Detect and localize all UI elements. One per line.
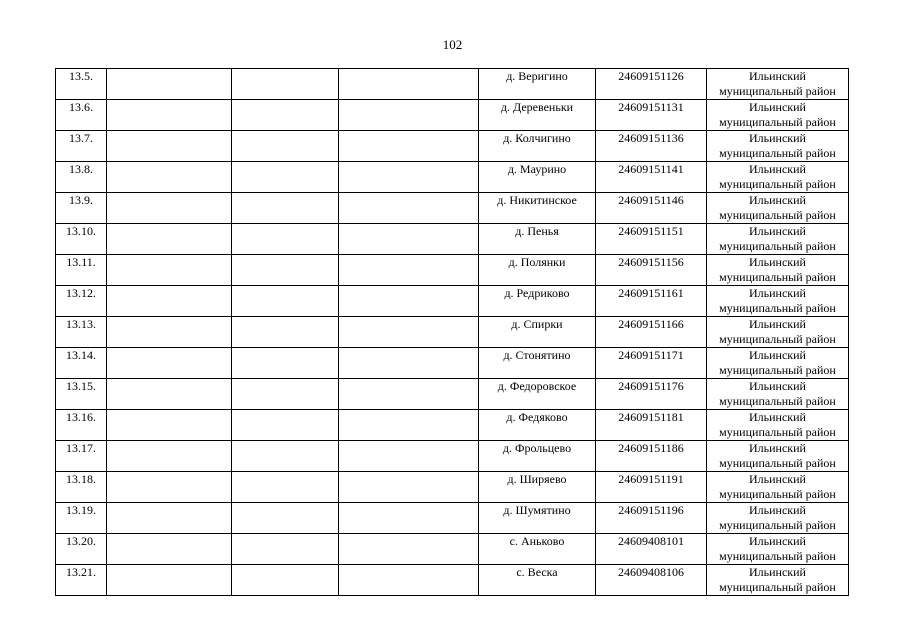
empty-cell: [339, 69, 479, 100]
table-row: [56, 379, 849, 410]
oktmo-code-cell: 24609151176: [596, 379, 707, 410]
district-line: Ильинский: [749, 286, 806, 300]
district-cell: [707, 100, 849, 131]
empty-cell: [107, 410, 232, 441]
district-line: Ильинский: [749, 534, 806, 548]
row-number-cell: 13.19.: [56, 503, 107, 534]
empty-cell: [339, 348, 479, 379]
district-line: Ильинский: [749, 255, 806, 269]
empty-cell: [339, 286, 479, 317]
district-cell: [707, 224, 849, 255]
district-cell: [707, 472, 849, 503]
oktmo-code-cell: 24609151161: [596, 286, 707, 317]
empty-cell: [232, 193, 339, 224]
settlement-name-cell: д. Ширяево: [479, 472, 596, 503]
district-line: муниципальный район: [719, 518, 836, 532]
empty-cell: [232, 472, 339, 503]
district-line: Ильинский: [749, 69, 806, 83]
table-row: [56, 131, 849, 162]
settlement-name-cell: д. Веригино: [479, 69, 596, 100]
empty-cell: [339, 534, 479, 565]
table-row: [56, 410, 849, 441]
empty-cell: [339, 472, 479, 503]
row-number-cell: 13.9.: [56, 193, 107, 224]
district-line: муниципальный район: [719, 239, 836, 253]
district-cell: [707, 565, 849, 596]
table-row: [56, 193, 849, 224]
empty-cell: [232, 131, 339, 162]
empty-cell: [107, 162, 232, 193]
district-line: Ильинский: [749, 348, 806, 362]
district-line: Ильинский: [749, 503, 806, 517]
district-cell: [707, 441, 849, 472]
empty-cell: [107, 100, 232, 131]
oktmo-code-cell: 24609151171: [596, 348, 707, 379]
district-cell: [707, 534, 849, 565]
table-row: [56, 348, 849, 379]
empty-cell: [107, 69, 232, 100]
oktmo-code-cell: 24609151181: [596, 410, 707, 441]
row-number-cell: 13.20.: [56, 534, 107, 565]
empty-cell: [107, 534, 232, 565]
row-number-cell: 13.13.: [56, 317, 107, 348]
empty-cell: [339, 441, 479, 472]
row-number-cell: 13.21.: [56, 565, 107, 596]
empty-cell: [107, 255, 232, 286]
district-line: Ильинский: [749, 441, 806, 455]
district-line: муниципальный район: [719, 270, 836, 284]
row-number-cell: 13.5.: [56, 69, 107, 100]
oktmo-code-cell: 24609151166: [596, 317, 707, 348]
empty-cell: [339, 162, 479, 193]
settlement-name-cell: д. Редриково: [479, 286, 596, 317]
row-number-cell: 13.15.: [56, 379, 107, 410]
empty-cell: [339, 317, 479, 348]
row-number-cell: 13.10.: [56, 224, 107, 255]
empty-cell: [232, 162, 339, 193]
empty-cell: [339, 100, 479, 131]
settlement-name-cell: с. Веска: [479, 565, 596, 596]
district-cell: [707, 348, 849, 379]
empty-cell: [232, 441, 339, 472]
empty-cell: [339, 224, 479, 255]
settlement-name-cell: д. Фрольцево: [479, 441, 596, 472]
empty-cell: [107, 565, 232, 596]
settlement-name-cell: д. Маурино: [479, 162, 596, 193]
district-line: Ильинский: [749, 565, 806, 579]
row-number-cell: 13.17.: [56, 441, 107, 472]
table-row: [56, 317, 849, 348]
district-cell: [707, 379, 849, 410]
oktmo-code-cell: 24609151186: [596, 441, 707, 472]
settlement-name-cell: д. Пенья: [479, 224, 596, 255]
oktmo-code-cell: 24609408106: [596, 565, 707, 596]
district-line: муниципальный район: [719, 394, 836, 408]
district-cell: [707, 317, 849, 348]
settlement-name-cell: д. Стонятино: [479, 348, 596, 379]
empty-cell: [232, 410, 339, 441]
empty-cell: [232, 224, 339, 255]
empty-cell: [107, 503, 232, 534]
row-number-cell: 13.18.: [56, 472, 107, 503]
district-line: муниципальный район: [719, 487, 836, 501]
district-line: муниципальный район: [719, 580, 836, 594]
empty-cell: [107, 441, 232, 472]
settlements-table: [55, 68, 849, 596]
district-line: Ильинский: [749, 410, 806, 424]
empty-cell: [232, 69, 339, 100]
empty-cell: [232, 286, 339, 317]
empty-cell: [339, 503, 479, 534]
district-line: муниципальный район: [719, 332, 836, 346]
empty-cell: [107, 348, 232, 379]
district-line: муниципальный район: [719, 146, 836, 160]
empty-cell: [232, 565, 339, 596]
table-row: [56, 565, 849, 596]
empty-cell: [339, 255, 479, 286]
oktmo-code-cell: 24609151131: [596, 100, 707, 131]
district-line: муниципальный район: [719, 425, 836, 439]
empty-cell: [107, 472, 232, 503]
empty-cell: [107, 131, 232, 162]
empty-cell: [339, 131, 479, 162]
settlement-name-cell: д. Спирки: [479, 317, 596, 348]
empty-cell: [107, 317, 232, 348]
empty-cell: [232, 503, 339, 534]
row-number-cell: 13.8.: [56, 162, 107, 193]
district-line: Ильинский: [749, 472, 806, 486]
empty-cell: [339, 565, 479, 596]
oktmo-code-cell: 24609151191: [596, 472, 707, 503]
district-line: Ильинский: [749, 379, 806, 393]
district-cell: [707, 503, 849, 534]
empty-cell: [232, 348, 339, 379]
settlement-name-cell: д. Шумятино: [479, 503, 596, 534]
district-line: муниципальный район: [719, 177, 836, 191]
table-row: [56, 255, 849, 286]
oktmo-code-cell: 24609151136: [596, 131, 707, 162]
oktmo-code-cell: 24609151146: [596, 193, 707, 224]
settlement-name-cell: д. Никитинское: [479, 193, 596, 224]
oktmo-code-cell: 24609151141: [596, 162, 707, 193]
empty-cell: [232, 255, 339, 286]
district-line: муниципальный район: [719, 456, 836, 470]
row-number-cell: 13.6.: [56, 100, 107, 131]
oktmo-code-cell: 24609151156: [596, 255, 707, 286]
district-line: Ильинский: [749, 131, 806, 145]
empty-cell: [107, 224, 232, 255]
page-number: 102: [442, 37, 463, 52]
empty-cell: [107, 286, 232, 317]
table-row: [56, 286, 849, 317]
empty-cell: [232, 100, 339, 131]
settlement-name-cell: д. Колчигино: [479, 131, 596, 162]
district-cell: [707, 255, 849, 286]
table-row: [56, 224, 849, 255]
district-cell: [707, 162, 849, 193]
settlement-name-cell: д. Деревеньки: [479, 100, 596, 131]
empty-cell: [339, 379, 479, 410]
table-body: [56, 69, 849, 596]
empty-cell: [339, 410, 479, 441]
row-number-cell: 13.16.: [56, 410, 107, 441]
district-cell: [707, 193, 849, 224]
oktmo-code-cell: 24609151151: [596, 224, 707, 255]
empty-cell: [107, 193, 232, 224]
district-cell: [707, 131, 849, 162]
oktmo-code-cell: 24609151126: [596, 69, 707, 100]
district-line: муниципальный район: [719, 549, 836, 563]
empty-cell: [232, 379, 339, 410]
district-line: муниципальный район: [719, 301, 836, 315]
district-line: муниципальный район: [719, 115, 836, 129]
table-row: [56, 162, 849, 193]
district-line: Ильинский: [749, 162, 806, 176]
settlement-name-cell: с. Аньково: [479, 534, 596, 565]
district-line: Ильинский: [749, 100, 806, 114]
district-cell: [707, 410, 849, 441]
empty-cell: [232, 317, 339, 348]
row-number-cell: 13.14.: [56, 348, 107, 379]
district-line: Ильинский: [749, 193, 806, 207]
table-row: [56, 534, 849, 565]
empty-cell: [107, 379, 232, 410]
table-row: [56, 503, 849, 534]
district-cell: [707, 286, 849, 317]
table-row: [56, 100, 849, 131]
oktmo-code-cell: 24609151196: [596, 503, 707, 534]
row-number-cell: 13.11.: [56, 255, 107, 286]
row-number-cell: 13.7.: [56, 131, 107, 162]
district-line: муниципальный район: [719, 84, 836, 98]
district-line: Ильинский: [749, 317, 806, 331]
row-number-cell: 13.12.: [56, 286, 107, 317]
settlement-name-cell: д. Федоровское: [479, 379, 596, 410]
empty-cell: [232, 534, 339, 565]
empty-cell: [339, 193, 479, 224]
settlement-name-cell: д. Федяково: [479, 410, 596, 441]
table-row: [56, 441, 849, 472]
district-line: Ильинский: [749, 224, 806, 238]
table-row: [56, 472, 849, 503]
district-line: муниципальный район: [719, 363, 836, 377]
oktmo-code-cell: 24609408101: [596, 534, 707, 565]
district-line: муниципальный район: [719, 208, 836, 222]
table-row: [56, 69, 849, 100]
settlement-name-cell: д. Полянки: [479, 255, 596, 286]
district-cell: [707, 69, 849, 100]
